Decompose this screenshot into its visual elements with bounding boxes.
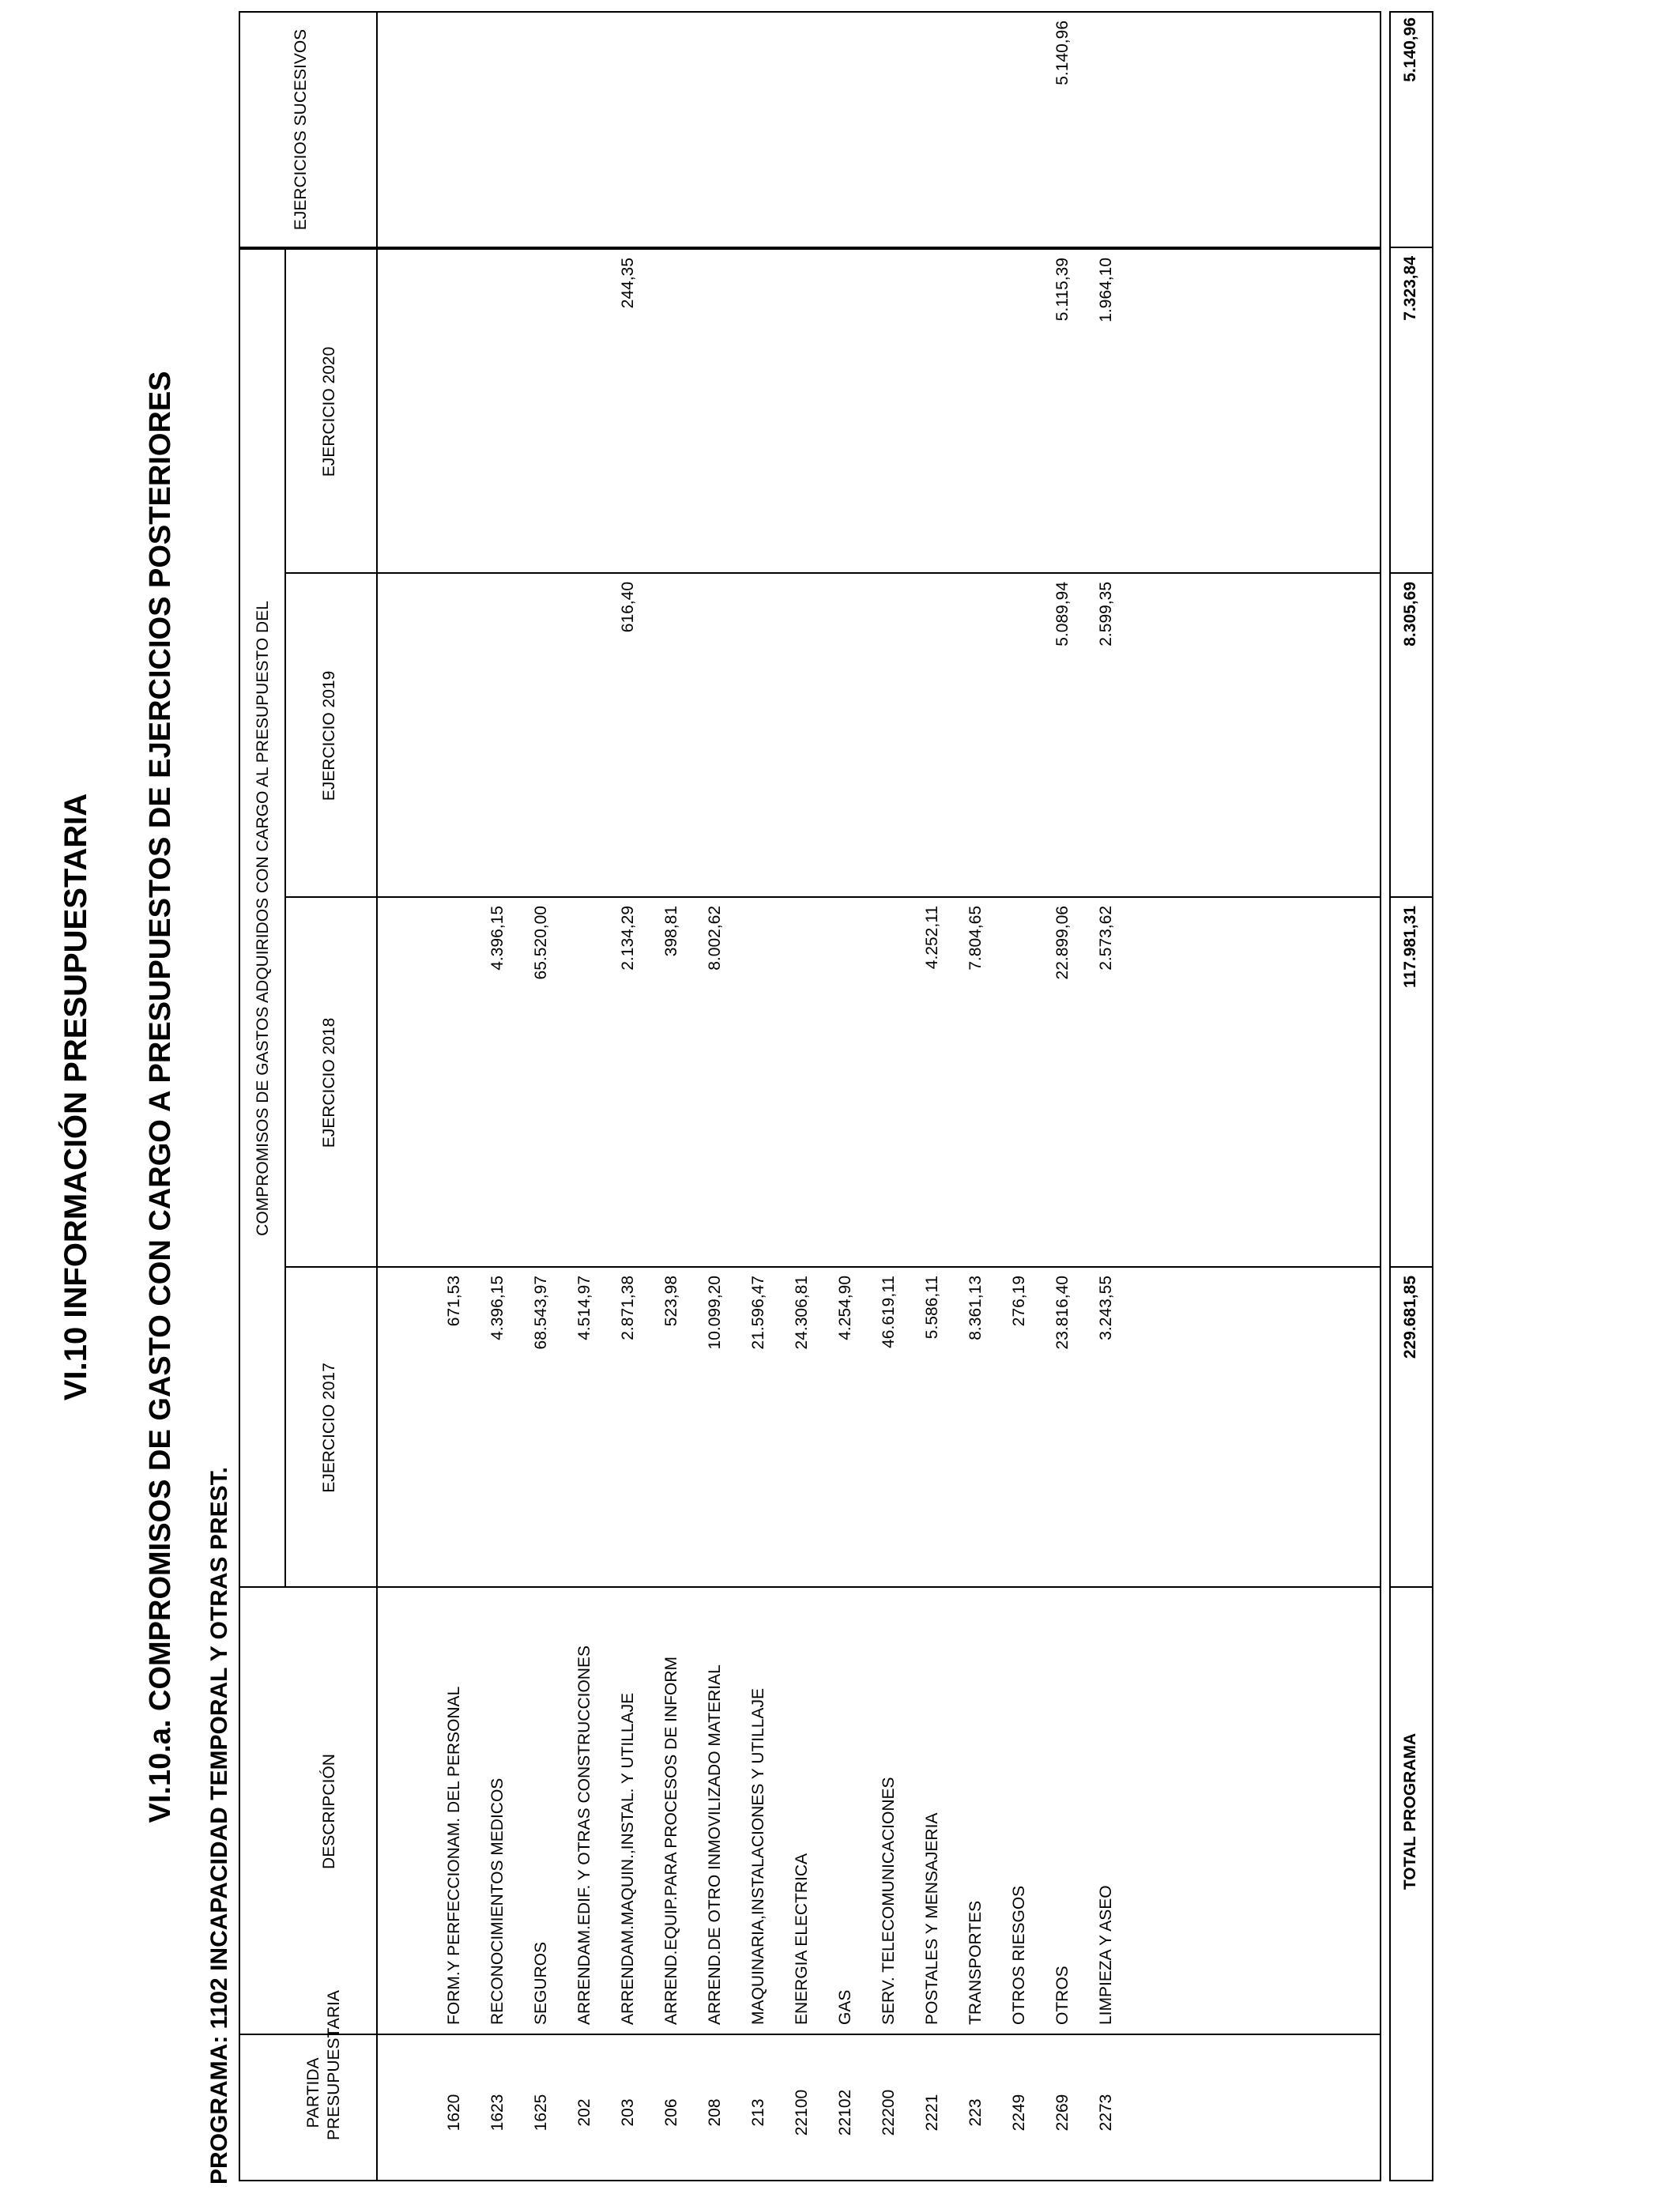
cell-partida: 1625 [532, 2094, 550, 2132]
cell-e2019: 2.599,35 [1097, 582, 1115, 647]
cell-e2017: 8.361,13 [966, 1276, 985, 1340]
cell-descripcion: POSTALES Y MENSAJERIA [923, 1812, 941, 2025]
cell-partida: 1623 [488, 2094, 507, 2132]
cell-descripcion: LIMPIEZA Y ASEO [1097, 1885, 1115, 2025]
cell-partida: 2249 [1010, 2094, 1028, 2132]
cell-descripcion: ARREND.EQUIP.PARA PROCESOS DE INFORM [662, 1657, 680, 2025]
col-sep-5 [284, 572, 1380, 574]
total-e2017: 229.681,85 [1401, 1276, 1419, 1359]
cell-partida: 22200 [880, 2089, 898, 2136]
cell-descripcion: SEGUROS [532, 1941, 550, 2025]
cell-e2017: 24.306,81 [793, 1276, 811, 1350]
cell-partida: 208 [706, 2098, 724, 2127]
cell-e2017: 23.816,40 [1053, 1276, 1072, 1350]
cell-e2017: 276,19 [1010, 1276, 1028, 1327]
cell-e2018: 398,81 [662, 906, 680, 957]
cell-e2018: 4.396,15 [488, 906, 507, 971]
header-descripcion: DESCRIPCIÓN [320, 1754, 338, 1869]
cell-descripcion: OTROS RIESGOS [1010, 1885, 1028, 2025]
cell-e2019: 616,40 [619, 582, 637, 633]
cell-descripcion: RECONOCIMIENTOS MEDICOS [488, 1777, 507, 2025]
cell-e2018: 4.252,11 [923, 906, 941, 970]
cell-e2018: 65.520,00 [532, 906, 550, 980]
total-e2019: 8.305,69 [1401, 582, 1419, 647]
cell-partida: 203 [619, 2098, 637, 2127]
cell-descripcion: OTROS [1053, 1966, 1072, 2025]
cell-e2017: 68.543,97 [532, 1276, 550, 1350]
cell-e2017: 4.254,90 [836, 1276, 854, 1340]
cell-e2017: 46.619,11 [880, 1276, 898, 1348]
header-e2020: EJERCICIO 2020 [320, 346, 338, 477]
sucesivos-header-bottom [376, 13, 378, 247]
cell-partida: 223 [966, 2098, 985, 2127]
cell-e2020: 244,35 [619, 258, 637, 309]
col-sep-1 [240, 2034, 1380, 2035]
cell-e2020: 1.964,10 [1097, 258, 1115, 322]
cell-e2020: 5.115,39 [1053, 258, 1072, 322]
cell-partida: 2273 [1097, 2094, 1115, 2132]
header-partida: PARTIDA PRESUPUESTARIA [304, 1990, 343, 2140]
cell-partida: 2221 [923, 2094, 941, 2132]
cell-e2017: 10.099,20 [706, 1276, 724, 1350]
total-e2018: 117.981,31 [1401, 906, 1419, 988]
cell-partida: 22100 [793, 2089, 811, 2136]
cell-sucesivos: 5.140,96 [1053, 21, 1072, 85]
header-sucesivos: EJERCICIOS SUCESIVOS [292, 28, 310, 231]
cell-descripcion: ENERGIA ELECTRICA [793, 1853, 811, 2025]
cell-descripcion: ARRENDAM.EDIF. Y OTRAS CONSTRUCCIONES [575, 1646, 593, 2025]
cell-e2017: 523,98 [662, 1276, 680, 1327]
cell-partida: 202 [575, 2098, 593, 2127]
main-table [239, 248, 1381, 2181]
cell-e2017: 671,53 [445, 1276, 463, 1327]
total-label: TOTAL PROGRAMA [1401, 1732, 1419, 1891]
cell-e2018: 8.002,62 [706, 906, 724, 971]
cell-e2017: 3.243,55 [1097, 1276, 1115, 1340]
total-row [1389, 11, 1433, 2181]
page-title: VI.10 INFORMACIÓN PRESUPUESTARIA [58, 793, 93, 1401]
cell-e2018: 7.804,65 [966, 906, 985, 971]
total-e2020: 7.323,84 [1401, 256, 1419, 321]
cell-descripcion: ARRENDAM.MAQUIN.,INSTAL. Y UTILLAJE [619, 1692, 637, 2025]
group-header-line [284, 249, 286, 1588]
cell-descripcion: FORM.Y PERFECCIONAM. DEL PERSONAL [445, 1686, 463, 2025]
cell-descripcion: SERV. TELECOMUNICACIONES [880, 1777, 898, 2025]
cell-descripcion: MAQUINARIA,INSTALACIONES Y UTILLAJE [749, 1688, 767, 2025]
col-sep-4 [284, 896, 1380, 898]
programa-label: PROGRAMA: 1102 INCAPACIDAD TEMPORAL Y OTRAS PREST. [206, 1467, 232, 2185]
header-group: COMPROMISOS DE GASTOS ADQUIRIDOS CON CARGO AL PRESUPUESTO DEL [254, 601, 272, 1236]
header-e2018: EJERCICIO 2018 [320, 1017, 338, 1148]
header-e2017: EJERCICIO 2017 [320, 1363, 338, 1493]
cell-partida: 213 [749, 2098, 767, 2127]
page-subtitle: VI.10.a. COMPROMISOS DE GASTO CON CARGO A PRESUPUESTOS DE EJERCICIOS POSTERIORES [144, 371, 177, 1823]
cell-e2017: 21.596,47 [749, 1276, 767, 1350]
cell-e2017: 4.396,15 [488, 1276, 507, 1340]
total-sucesivos: 5.140,96 [1401, 17, 1419, 82]
cell-descripcion: GAS [836, 1989, 854, 2025]
header-bottom-line [376, 250, 378, 2180]
cell-e2018: 22.899,06 [1053, 906, 1072, 980]
cell-partida: 1620 [445, 2094, 463, 2132]
cell-e2017: 2.871,38 [619, 1276, 637, 1340]
col-sep-3 [284, 1266, 1380, 1268]
sucesivos-table [239, 11, 1381, 248]
cell-e2017: 4.514,97 [575, 1276, 593, 1340]
cell-descripcion: ARREND.DE OTRO INMOVILIZADO MATERIAL [706, 1664, 724, 2025]
cell-e2019: 5.089,94 [1053, 582, 1072, 647]
cell-partida: 22102 [836, 2089, 854, 2136]
cell-partida: 206 [662, 2098, 680, 2127]
header-e2019: EJERCICIO 2019 [320, 670, 338, 801]
cell-descripcion: TRANSPORTES [966, 1900, 985, 2025]
cell-e2018: 2.134,29 [619, 906, 637, 971]
cell-partida: 2269 [1053, 2094, 1072, 2132]
cell-e2018: 2.573,62 [1097, 906, 1115, 971]
cell-e2017: 5.586,11 [923, 1276, 941, 1340]
